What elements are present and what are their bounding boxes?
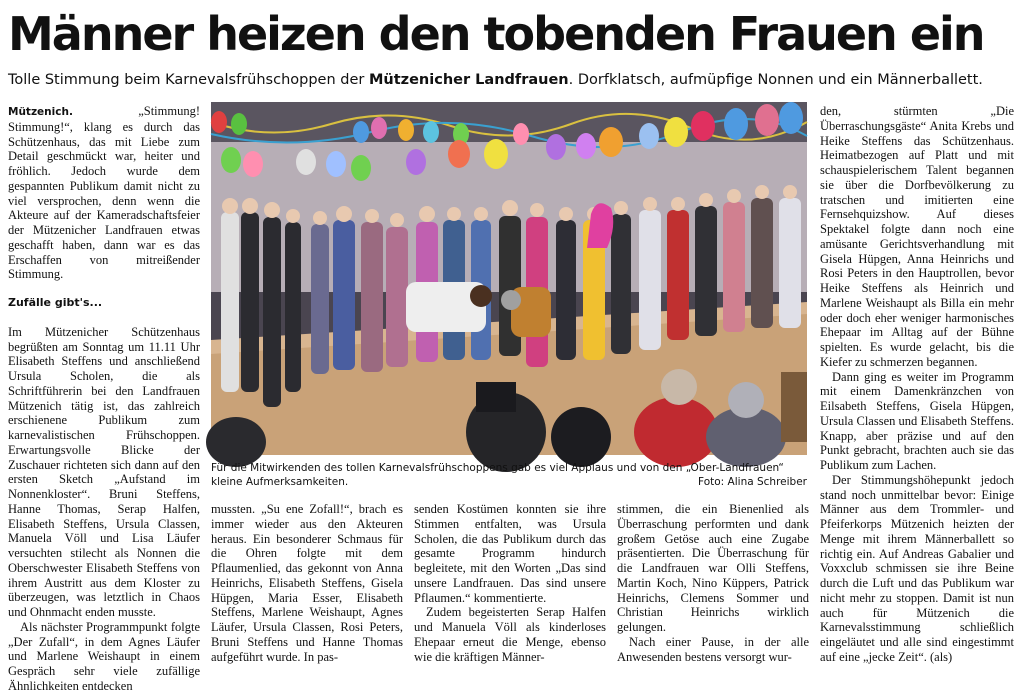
subheadline: [8, 70, 1018, 90]
intro-paragraph: [8, 104, 200, 282]
paragraph: Der Stimmungshöhepunkt jedoch stand noch unmittelbar bevor: Einige Männer aus dem Trommler- und Pfeiferkorps Mützenich heizten der Menge mit ihrem Männerballett so richtig ein. Auf Andreas Gabalier und Voxxclub schmissen sie ihre Beine durch die Luft und das Publikum war nicht mehr zu stoppen. Damit ist nun auch für Mützenich die Karnevalsstimmung schließlich eingeläutet und alle sind eingestimmt auf eine „jecke Zeit“. (als): [820, 472, 1014, 664]
paragraph: senden Kostümen konnten sie ihre Stimmen entfalten, was Ursula Scholen, die das Publikum durch das gesamte Programm hindurch begleitete, mit den Worten „Das sind unsere Landfrauen. Das sind unsere Pflaumen.“ kommentierte.: [414, 502, 606, 605]
photo-credit: Foto: Alina Schreiber: [698, 475, 807, 488]
subheadline-start: Tolle Stimmung beim Karnevalsfrühschoppen der: [8, 72, 369, 88]
stage-photo-illustration: [211, 102, 807, 455]
intro-text: „Stimmung! Stimmung!“, klang es durch das Schützenhaus, das mit Liebe zum Detail geschmückt war, heiter und fröhlich. Jedoch wurde dem gespannten Publikum damit nicht zu viel versprochen, denn wenn die Akteure auf der Kameradschaftsfeier der Mützenicher Landfrauen etwas geschafft haben, dann war es das Erschaffen von mitreißender Stimmung.: [8, 104, 200, 282]
caption-text: Für die Mitwirkenden des tollen Karnevalsfrühschoppens gab es viel Applaus und von den „Ober-Landfrauen“ kleine Aufmerksamkeiten.: [211, 462, 784, 488]
article-column-1: [8, 104, 200, 693]
stage-photo: [211, 102, 807, 455]
paragraph: Zudem begeisterten Serap Halfen und Manuela Völl als kinderloses Ehepaar erneut die Menge, ebenso wie die kräftigen Männer-: [414, 605, 606, 664]
paragraph: stimmen, die ein Bienenlied als Überraschung performten und dank großem Getöse auch eine Zugabe präsentierten. Die Überraschung für die Landfrauen war Olli Steffens, Martin Koch, Nino Küppers, Patrick Heinrichs, Clemens Sommer und Christian Heinrichs wirklich gelungen.: [617, 502, 809, 634]
paragraph: mussten. „Su ene Zofall!“, brach es immer wieder aus den Akteuren heraus. Ein besonderer Schmaus für die Ohren folgte mit dem Pflaumenlied, das gekonnt von Anna Heinrichs, Elisabeth Steffens, Gisela Hüpgen, Maria Esser, Elisabeth Steffens, Marlene Weishaupt, Agnes Läufer, Ursula Classen, Rosi Peters, Bruni Steffens und Hanne Thomas aufgeführt wurde. In pas-: [211, 502, 403, 664]
photo-caption: [211, 462, 807, 489]
paragraph: Im Mützenicher Schützenhaus begrüßten am Sonntag um 11.11 Uhr Elisabeth Steffens und anschließend Ursula Scholen, die als Schriftführerin bei den Landfrauen Mützenich tätig ist, das zahlreich erschienene Publikum zum karnevalistischen Frühschoppen. Erwartungsvolle Blicke der Zuschauer richteten sich dann auf den ersten Sketch „Aufstand im Nonnenkloster“. Bruni Steffens, Hanne Thomas, Serap Halfen, Elisabeth Steffens, Ursula Classen, Manuela Völl und Lisa Läufer versuchten stilecht als Nonnen die Oberschwester Elisabeth Steffens von ihrem Austritt aus dem Kloster zu überzeugen, was letztlich in Chaos und Ohnmacht enden musste.: [8, 324, 200, 619]
paragraph: Dann ging es weiter im Programm mit einem Damenkränzchen von Eilsabeth Steffens, Gisela Hüpgen, Ursula Classen und Elisabeth Steffens. Knapp, aber präzise und auf den Punkt gebracht, brachten auch sie das Publikum zum Lachen.: [820, 369, 1014, 472]
paragraph: Als nächster Programmpunkt folgte „Der Zufall“, in dem Agnes Läufer und Marlene Weishaupt in einem Gespräch sehr viele zufällige Ähnlichkeiten entdecken: [8, 619, 200, 693]
subheadline-end: . Dorfklatsch, aufmüpfige Nonnen und ein Männerballett.: [568, 72, 983, 88]
subheadline-bold: Mützenicher Landfrauen: [368, 72, 569, 88]
article-column-5: [820, 104, 1014, 664]
section-subhead: Zufälle gibt's...: [8, 296, 103, 309]
article-column-2: [211, 502, 403, 664]
headline: Männer heizen den tobenden Frauen ein: [8, 7, 984, 61]
paragraph: Nach einer Pause, in der alle Anwesenden bestens versorgt wur-: [617, 634, 809, 664]
article-column-4: [617, 502, 809, 664]
dateline: Mützenich.: [8, 106, 73, 118]
article-column-3: [414, 502, 606, 664]
paragraph: den, stürmten „Die Überraschungsgäste“ Anita Krebs und Heike Steffens das Schützenhaus. Heimatbezogen auf Platt und mit schauspielerischem Talent begannen sie über die Dorfbevölkerung zu tratschen und imitierten eine Fernsehquizshow. Auf dieses Spektakel folgte dann noch eine amüsante Gerichtsverhandlung mit Gisela Hüpgen, Anna Heinrichs und Rosi Peters in den Hauptrollen, bevor Heike Steffens als Heinrich und Marlene Weishaupt als Billa ein mehr oder doch eher weniger harmonisches Ehepaar im Alltag auf der Bühne spielten. Es wurde gelacht, bis die Kiefer zu schmerzen begannen.: [820, 104, 1014, 369]
